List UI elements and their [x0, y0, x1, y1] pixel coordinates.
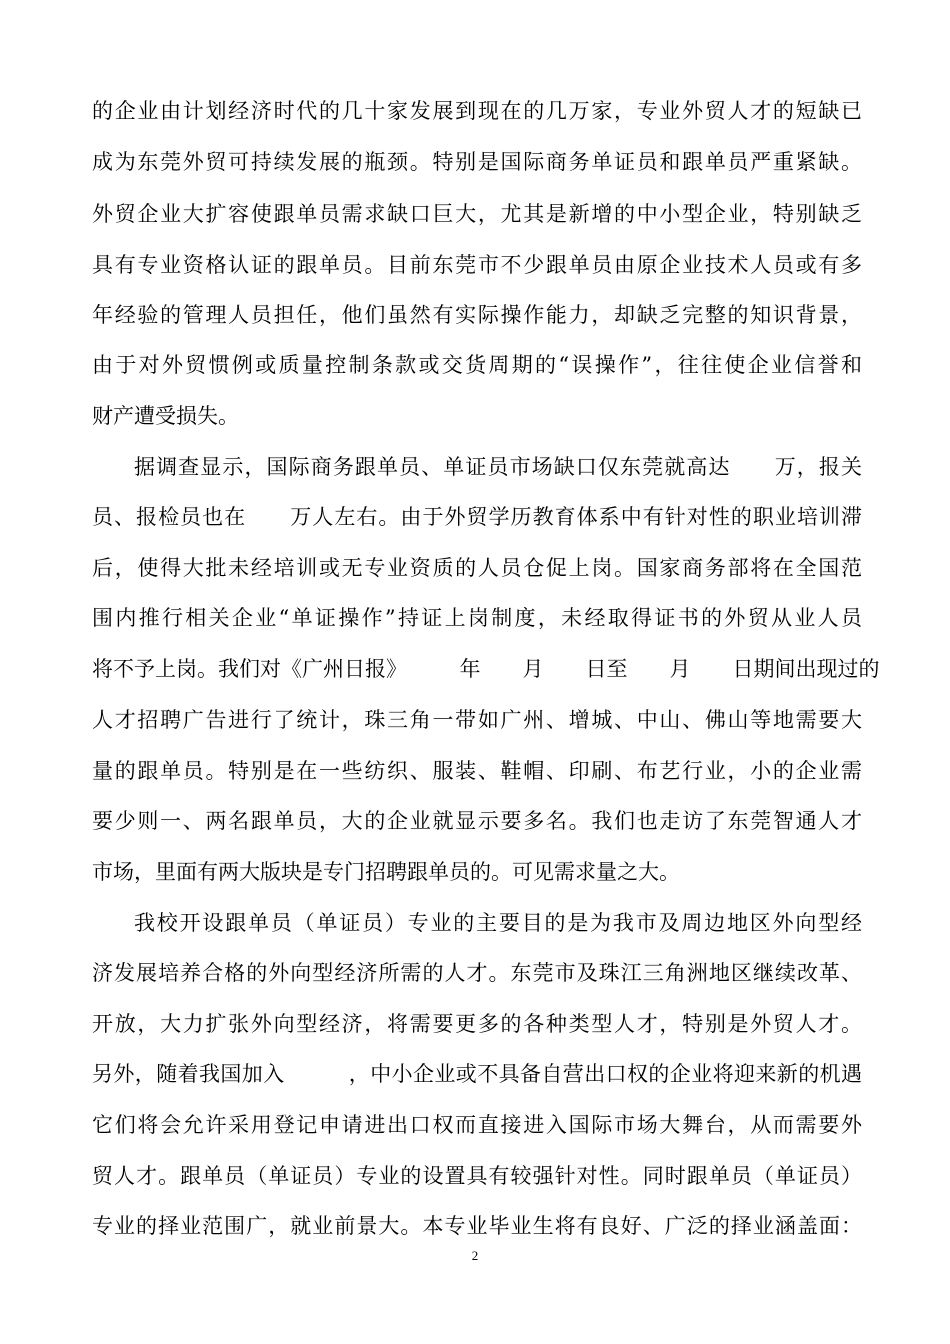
text-line: 专业的择业范围广，就业前景大。本专业毕业生将有良好、广泛的择业涵盖面：	[92, 1214, 862, 1238]
text-line: 它们将会允许采用登记申请进出口权而直接进入国际市场大舞台，从而需要外	[92, 1113, 862, 1137]
text-line: 的企业由计划经济时代的几十家发展到现在的几万家，专业外贸人才的短缺已	[92, 99, 862, 123]
text-line: 后，使得大批未经培训或无专业资质的人员仓促上岗。国家商务部将在全国范	[92, 556, 862, 580]
text-line: 另外，随着我国加入 ，中小企业或不具备自营出口权的企业将迎来新的机遇	[92, 1062, 862, 1086]
text-line: 贸人才。跟单员（单证员）专业的设置具有较强针对性。同时跟单员（单证员）	[92, 1164, 862, 1188]
text-line: 人才招聘广告进行了统计，珠三角一带如广州、增城、中山、佛山等地需要大	[92, 708, 862, 732]
text-line: 将不予上岗。我们对《广州日报》 年 月 日至 月 日期间出现过的	[92, 657, 880, 681]
text-line: 围内推行相关企业“单证操作”持证上岗制度，未经取得证书的外贸从业人员	[92, 606, 862, 630]
text-line: 员、报检员也在 万人左右。由于外贸学历教育体系中有针对性的职业培训滞	[92, 505, 862, 529]
text-line: 要少则一、两名跟单员，大的企业就显示要多名。我们也走访了东莞智通人才	[92, 809, 862, 833]
text-line: 具有专业资格认证的跟单员。目前东莞市不少跟单员由原企业技术人员或有多	[92, 253, 862, 277]
text-line: 外贸企业大扩容使跟单员需求缺口巨大，尤其是新增的中小型企业，特别缺乏	[92, 202, 862, 226]
page-number: 2	[471, 1248, 479, 1263]
text-line: 财产遭受损失。	[92, 404, 239, 428]
text-line: 量的跟单员。特别是在一些纺织、服装、鞋帽、印刷、布艺行业，小的企业需	[92, 759, 862, 783]
paragraph-first-line: 据调查显示，国际商务跟单员、单证员市场缺口仅东莞就高达 万，报关	[134, 455, 862, 479]
text-line: 由于对外贸惯例或质量控制条款或交货周期的“误操作”，往往使企业信誉和	[92, 353, 862, 377]
text-line: 开放，大力扩张外向型经济，将需要更多的各种类型人才，特别是外贸人才。	[92, 1012, 862, 1036]
text-line: 市场，里面有两大版块是专门招聘跟单员的。可见需求量之大。	[92, 860, 680, 884]
text-line: 成为东莞外贸可持续发展的瓶颈。特别是国际商务单证员和跟单员严重紧缺。	[92, 150, 862, 174]
paragraph-first-line: 我校开设跟单员（单证员）专业的主要目的是为我市及周边地区外向型经	[134, 911, 862, 935]
text-line: 济发展培养合格的外向型经济所需的人才。东莞市及珠江三角洲地区继续改革、	[92, 961, 862, 985]
text-line: 年经验的管理人员担任，他们虽然有实际操作能力，却缺乏完整的知识背景，	[92, 303, 862, 327]
